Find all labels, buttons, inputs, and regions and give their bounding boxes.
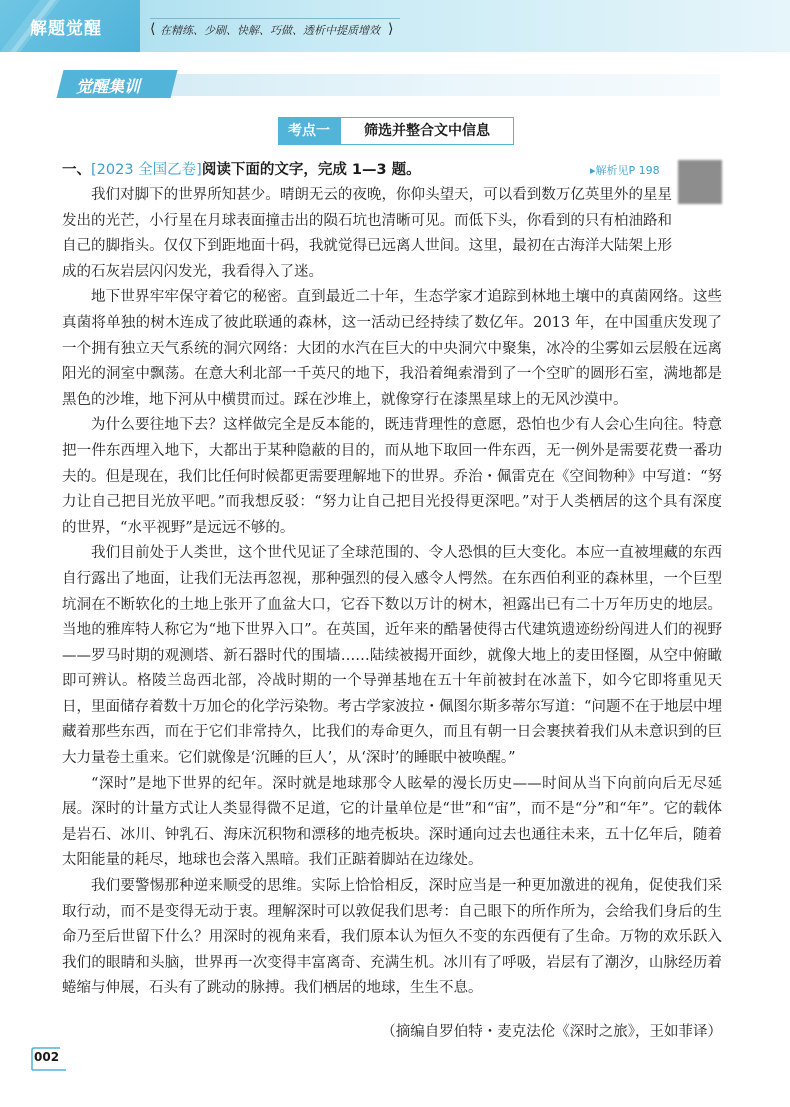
topic-title: 筛选并整合文中信息 <box>340 117 514 145</box>
slogan-box <box>150 18 400 43</box>
paragraph-2: 地下世界牢牢保守着它的秘密。直到最近二十年，生态学家才追踪到林地土壤中的真菌网络。这些真菌将单独的树木连成了彼此联通的森林，这一活动已经持续了数亿年。2013 年，在中国重庆发现了一个拥有独立天气系统的洞穴网络：大团的水汽在巨大的中央洞穴中聚集，冰冷的尘雾如云层般在远离阳光的洞室中飘荡。在意大利北部一千英尺的地下，我沿着绳索滑到了一个空旷的圆形石室，满地都是黑色的沙堆，地下河从中横贯而过。踩在沙堆上，就像穿行在漆黑星球上的无风沙漠中。 <box>62 289 722 408</box>
brand-title: 解题觉醒 <box>30 19 102 39</box>
question-source: [2023 全国乙卷] <box>91 162 202 178</box>
question-line <box>62 158 421 179</box>
article-source: （摘编自罗伯特・麦克法伦《深时之旅》，王如菲译） <box>381 1024 722 1040</box>
brand-block <box>0 0 140 52</box>
right-bracket-icon: ⟩ <box>388 21 394 37</box>
article-body <box>62 183 722 1002</box>
paragraph-6: 我们要警惕那种逆来顺受的思维。实际上恰恰相反，深时应当是一种更加激进的视角，促使我们采取行动，而不是变得无动于衷。理解深时可以敦促我们思考：自己眼下的所作所为，会给我们身后的生命乃至后世留下什么？用深时的视角来看，我们原本认为恒久不变的东西便有了生命。万物的欢乐跃入我们的眼睛和头脑，世界再一次变得丰富离奇、充满生机。冰川有了呼吸，岩层有了潮汐，山脉经历着蜷缩与伸展，石头有了跳动的脉搏。我们栖居的地球，生生不息。 <box>62 878 722 997</box>
topic-label: 考点一 <box>278 117 340 145</box>
section-title: 觉醒集训 <box>76 77 141 96</box>
slogan: 在精练、少刷、快解、巧做、透析中提质增效 <box>160 24 380 37</box>
paragraph-4: 我们目前处于人类世，这个世代见证了全球范围的、令人恐惧的巨大变化。本应一直被埋藏的东西自行露出了地面，让我们无法再忽视，那种强烈的侵入感令人愕然。在东西伯利亚的森林里，一个巨型坑洞在不断软化的土地上张开了血盆大口，它吞下数以万计的树木，袒露出已有二十万年历史的地层。当地的雅库特人称它为“地下世界入口”。在英国，近年来的酷暑使得古代建筑遗迹纷纷闯进人们的视野——罗马时期的观测塔、新石器时代的围墙……陆续被揭开面纱，就像大地上的麦田怪圈，从空中俯瞰即可辨认。格陵兰岛西北部，冷战时期的一个导弹基地在五十年前被封在冰盖下，如今它即将重见天日，里面储存着数十万加仑的化学污染物。考古学家波拉・佩图尔斯多蒂尔写道：“问题不在于地层中埋藏着那些东西，而在于它们非常持久，比我们的寿命更久，而且有朝一日会裹挟着我们从未意识到的巨大力量卷土重来。它们就像是‘沉睡的巨人’，从‘深时’的睡眠中被唤醒。” <box>62 545 722 767</box>
answer-reference-link[interactable]: ▸解析见P 198 <box>590 164 660 177</box>
question-prompt: 阅读下面的文字，完成 1—3 题。 <box>201 162 421 178</box>
paragraph-5: “深时”是地下世界的纪年。深时就是地球那令人眩晕的漫长历史——时间从当下向前向后无尽延展。深时的计量方式让人类显得微不足道，它的计量单位是“世”和“宙”，而不是“分”和“年”。它的载体是岩石、冰川、钟乳石、海床沉积物和漂移的地壳板块。深时通向过去也通往未来，五十亿年后，随着太阳能量的耗尽，地球也会落入黑暗。我们正踮着脚站在边缘处。 <box>62 775 722 869</box>
question-number: 一、 <box>62 162 91 178</box>
paragraph-3: 为什么要往地下去？这样做完全是反本能的，既违背理性的意愿，恐怕也少有人会心生向往。特意把一件东西埋入地下，大都出于某种隐蔽的目的，而从地下取回一件东西，无一例外是需要花费一番功夫的。但是现在，我们比任何时候都更需要理解地下的世界。乔治・佩雷克在《空间物种》中写道：“努力让自己把目光放平吧。”而我想反驳：“努力让自己把目光投得更深吧。”对于人类栖居的这个具有深度的世界，“水平视野”是远远不够的。 <box>62 417 722 536</box>
page-number-badge <box>30 1046 70 1072</box>
page-number: 002 <box>34 1050 60 1064</box>
paragraph-1: 我们对脚下的世界所知甚少。晴朗无云的夜晚，你仰头望天，可以看到数万亿英里外的星星发出的光芒，小行星在月球表面撞击出的陨石坑也清晰可见。而低下头，你看到的只有柏油路和自己的脚指头。仅仅下到距地面十码，我就觉得已远离人世间。这里，最初在古海洋大陆架上形成的石灰岩层闪闪发光，我看得入了迷。 <box>62 187 672 280</box>
left-bracket-icon: ⟨ <box>150 21 156 37</box>
